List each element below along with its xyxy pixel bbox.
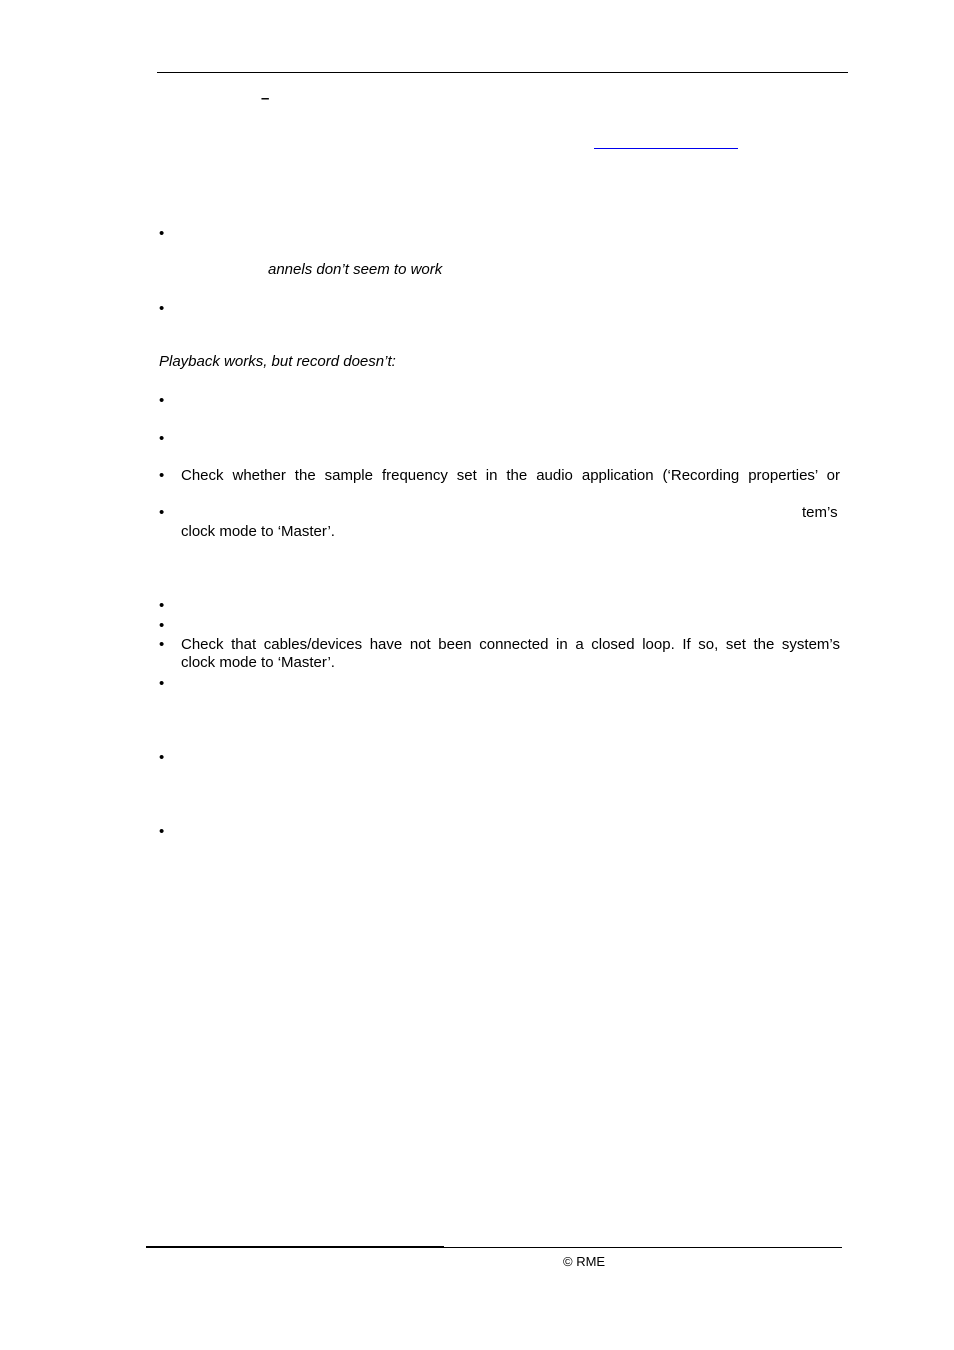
record-heading: Playback works, but record doesn’t:: [159, 353, 396, 370]
bullet-icon: •: [159, 636, 165, 653]
bullet-icon: •: [159, 597, 165, 614]
list-item-clock-tail: tem’s: [802, 504, 838, 521]
bullet-icon: •: [159, 392, 165, 409]
bullet-icon: •: [159, 823, 165, 840]
bullet-icon: •: [159, 617, 165, 634]
bullet-icon: •: [159, 300, 165, 317]
list-item-clock-line2: clock mode to ‘Master’.: [181, 523, 335, 540]
bullet-icon: •: [159, 749, 165, 766]
list-item-frequency: Check whether the sample frequency set in the audio application (‘Recording properties’ or: [181, 467, 840, 484]
title-fragment: –: [261, 90, 270, 107]
list-item-loop-line2: clock mode to ‘Master’.: [181, 654, 335, 671]
hyperlink-underline[interactable]: [594, 148, 738, 149]
list-item-loop: Check that cables/devices have not been connected in a closed loop. If so, set the system’s: [181, 636, 840, 653]
header-rule: [157, 72, 848, 73]
bullet-icon: •: [159, 504, 165, 521]
bullet-icon: •: [159, 467, 165, 484]
footer-rule: [146, 1247, 842, 1248]
bullet-icon: •: [159, 430, 165, 447]
bullet-icon: •: [159, 225, 165, 242]
section-fragment: annels don’t seem to work: [268, 261, 443, 278]
footer-copyright: © RME: [563, 1254, 606, 1269]
bullet-icon: •: [159, 675, 165, 692]
